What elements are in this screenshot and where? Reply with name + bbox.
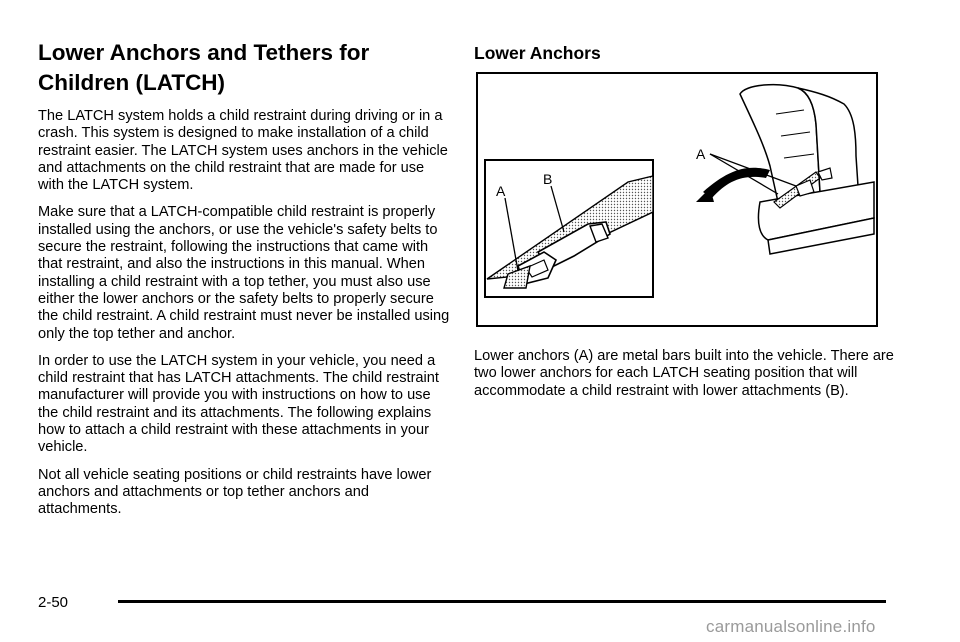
subsection-title: Lower Anchors	[474, 43, 601, 63]
lower-anchors-illustration	[476, 72, 878, 327]
inset-detail	[485, 160, 653, 297]
section-title: Lower Anchors and Tethers for Children (LATCH)	[38, 40, 370, 95]
right-column	[474, 40, 894, 66]
figure-caption: Lower anchors (A) are metal bars built into the vehicle. There are two lower anchors for each LATCH seating position that will accommodate a child restraint with lower attachments (B).	[474, 348, 894, 399]
label-a-seat: A	[696, 146, 706, 162]
paragraph-installation: Make sure that a LATCH-compatible child restraint is properly installed using the anchors, or use the vehicle's safety belts to secure the restraint, following the instructions that came with that restraint, and also the instructions in this manual. When installing a child restraint with a top tether, you must also use either the lower anchors or the safety belts to properly secure the child restraint. A child restraint must never be installed using only the top tether and anchor.	[38, 204, 450, 342]
left-column	[38, 38, 450, 529]
paragraph-latch-intro: The LATCH system holds a child restraint during driving or in a crash. This system is designed to make installation of a child restraint easier. The LATCH system uses anchors in the vehicle and attachments on the child restraint that are made for use with the LATCH system.	[38, 108, 448, 194]
footer-rule	[118, 600, 886, 603]
paragraph-requirements: In order to use the LATCH system in your vehicle, you need a child restraint that has LATCH attachments. The child restraint manufacturer will provide you with instructions on how to use the child restraint and its attachments. The following explains how to attach a child restraint with these attachments in your vehicle.	[38, 352, 439, 456]
illustration-drawing	[478, 74, 876, 325]
label-a-inset: A	[496, 183, 506, 199]
paragraph-availability: Not all vehicle seating positions or child restraints have lower anchors and attachments or top tether anchors and attachments.	[38, 466, 432, 518]
watermark: carmanualsonline.info	[706, 617, 876, 636]
label-b-inset: B	[543, 171, 553, 187]
page-number: 2-50	[38, 594, 69, 611]
